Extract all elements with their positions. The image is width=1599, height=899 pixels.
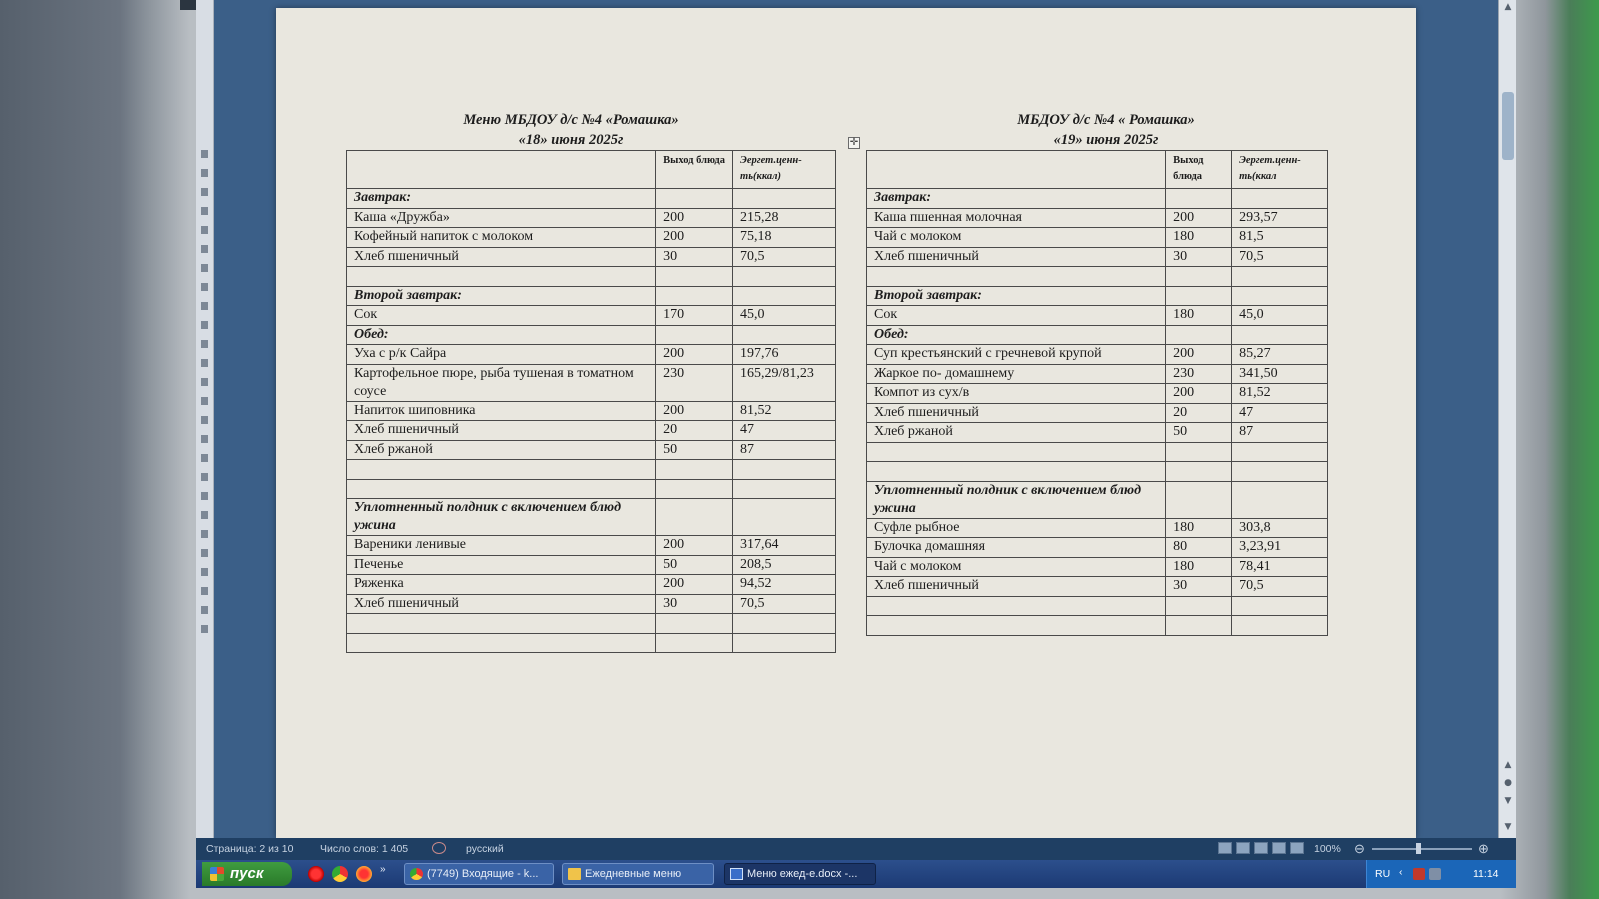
- menu-row: [347, 575, 836, 595]
- header-portion: Выход блюда: [656, 151, 733, 189]
- dish-cell[interactable]: Печенье: [347, 555, 656, 575]
- section-row: [867, 325, 1328, 345]
- right-title-line1: МБДОУ д/с №4 « Ромашка»: [1017, 112, 1195, 128]
- portion-cell[interactable]: 50: [1166, 423, 1232, 443]
- energy-cell[interactable]: 78,41: [1232, 557, 1328, 577]
- energy-cell[interactable]: [733, 479, 836, 499]
- dish-cell[interactable]: Булочка домашняя: [867, 538, 1166, 558]
- dish-cell[interactable]: Обед:: [867, 325, 1166, 345]
- dish-cell[interactable]: Хлеб ржаной: [347, 440, 656, 460]
- dish-cell[interactable]: Чай с молоком: [867, 228, 1166, 248]
- section-row: [347, 325, 836, 345]
- energy-cell[interactable]: 215,28: [733, 208, 836, 228]
- scroll-down-icon[interactable]: ▼: [1504, 822, 1512, 832]
- menu-row: [347, 208, 836, 228]
- document-area: [214, 0, 1498, 838]
- menu-row: [867, 518, 1328, 538]
- portion-cell[interactable]: 80: [1166, 538, 1232, 558]
- next-page-icon[interactable]: ▼: [1504, 796, 1512, 806]
- monitor-screen: [196, 0, 1516, 888]
- status-bar: [196, 838, 1516, 860]
- task-daily-menus-folder[interactable]: [562, 863, 714, 885]
- ruler-tick: [201, 150, 208, 158]
- task-inbox[interactable]: [404, 863, 554, 885]
- task-label: (7749) Входящие - k...: [427, 868, 539, 880]
- section-row: [347, 189, 836, 209]
- energy-cell[interactable]: 341,50: [1232, 364, 1328, 384]
- energy-cell[interactable]: [1232, 616, 1328, 636]
- dish-cell[interactable]: Уплотненный полдник с включением блюд ужина: [347, 499, 656, 536]
- dish-cell[interactable]: Хлеб пшеничный: [867, 577, 1166, 597]
- energy-cell[interactable]: [733, 189, 836, 209]
- menu-row: [867, 364, 1328, 384]
- energy-cell[interactable]: [733, 460, 836, 480]
- draft-view-icon[interactable]: [1290, 842, 1304, 854]
- taskbar: [196, 860, 1516, 888]
- menu-row: [347, 306, 836, 326]
- portion-cell[interactable]: [1166, 267, 1232, 287]
- dish-cell[interactable]: Сок: [867, 306, 1166, 326]
- portion-cell[interactable]: 30: [1166, 577, 1232, 597]
- ruler-tick: [201, 606, 208, 614]
- dish-cell[interactable]: Вареники ленивые: [347, 536, 656, 556]
- energy-cell[interactable]: 87: [733, 440, 836, 460]
- table-header-row: [867, 151, 1328, 189]
- zoom-slider-handle[interactable]: [1416, 843, 1421, 854]
- header-dish: [867, 151, 1166, 189]
- task-label: Ежедневные меню: [585, 868, 682, 880]
- zoom-in-icon[interactable]: ⊕: [1478, 841, 1489, 856]
- energy-cell[interactable]: 45,0: [1232, 306, 1328, 326]
- portion-cell[interactable]: 200: [656, 401, 733, 421]
- portion-cell[interactable]: 170: [656, 306, 733, 326]
- menu-row: [867, 247, 1328, 267]
- ruler-tick: [201, 188, 208, 196]
- energy-cell[interactable]: 165,29/81,23: [733, 364, 836, 401]
- energy-cell[interactable]: 70,5: [733, 247, 836, 267]
- menu-row: [867, 596, 1328, 616]
- energy-cell[interactable]: [1232, 286, 1328, 306]
- portion-cell[interactable]: [656, 479, 733, 499]
- start-label: пуск: [230, 865, 264, 882]
- portion-cell[interactable]: 200: [1166, 345, 1232, 365]
- energy-cell[interactable]: 208,5: [733, 555, 836, 575]
- dish-cell[interactable]: Хлеб ржаной: [867, 423, 1166, 443]
- energy-cell[interactable]: 70,5: [1232, 577, 1328, 597]
- spellcheck-icon[interactable]: [432, 842, 446, 854]
- portion-cell[interactable]: [1166, 596, 1232, 616]
- portion-cell[interactable]: [1166, 189, 1232, 209]
- menu-table-right[interactable]: [866, 150, 1328, 636]
- menu-row: [347, 536, 836, 556]
- dish-cell[interactable]: Второй завтрак:: [347, 286, 656, 306]
- table-header-row: [347, 151, 836, 189]
- portion-cell[interactable]: [656, 325, 733, 345]
- energy-cell[interactable]: [733, 325, 836, 345]
- energy-cell[interactable]: 70,5: [1232, 247, 1328, 267]
- portion-cell[interactable]: [1166, 286, 1232, 306]
- energy-cell[interactable]: [1232, 325, 1328, 345]
- portion-cell[interactable]: 230: [656, 364, 733, 401]
- energy-cell[interactable]: 45,0: [733, 306, 836, 326]
- quicklaunch-more-icon[interactable]: »: [380, 864, 386, 875]
- energy-cell[interactable]: [1232, 267, 1328, 287]
- energy-cell[interactable]: [1232, 462, 1328, 482]
- dish-cell[interactable]: Хлеб пшеничный: [867, 247, 1166, 267]
- left-title-line1: Меню МБДОУ д/с №4 «Ромашка»: [463, 112, 679, 128]
- table-move-handle-icon[interactable]: ✛: [849, 137, 859, 148]
- energy-cell[interactable]: 94,52: [733, 575, 836, 595]
- ruler-tick: [201, 226, 208, 234]
- portion-cell[interactable]: 180: [1166, 306, 1232, 326]
- opera-icon[interactable]: [356, 866, 372, 882]
- menu-row: [347, 479, 836, 499]
- left-title-line2: «18» июня 2025г: [518, 132, 624, 148]
- menu-row: [347, 247, 836, 267]
- browse-object-icon[interactable]: ●: [1504, 778, 1512, 788]
- menu-row: [347, 228, 836, 248]
- dish-cell[interactable]: [867, 616, 1166, 636]
- dish-cell[interactable]: Кофейный напиток с молоком: [347, 228, 656, 248]
- web-layout-view-icon[interactable]: [1254, 842, 1268, 854]
- menu-row: [867, 228, 1328, 248]
- dish-cell[interactable]: Ряженка: [347, 575, 656, 595]
- dish-cell[interactable]: [347, 460, 656, 480]
- energy-cell[interactable]: [733, 267, 836, 287]
- menu-row: [867, 442, 1328, 462]
- word-doc-icon: [730, 868, 743, 880]
- portion-cell[interactable]: 200: [656, 575, 733, 595]
- portion-cell[interactable]: 20: [656, 421, 733, 441]
- portion-cell[interactable]: 200: [656, 228, 733, 248]
- portion-cell[interactable]: [1166, 462, 1232, 482]
- ruler-tick: [201, 397, 208, 405]
- ruler-tick: [201, 264, 208, 272]
- portion-cell[interactable]: 30: [656, 247, 733, 267]
- header-portion: Выход блюда: [1166, 151, 1232, 189]
- dish-cell[interactable]: Суфле рыбное: [867, 518, 1166, 538]
- portion-cell[interactable]: [656, 267, 733, 287]
- portion-cell[interactable]: 230: [1166, 364, 1232, 384]
- ruler-tick: [201, 321, 208, 329]
- task-word-document[interactable]: [724, 863, 876, 885]
- section-row: [347, 499, 836, 536]
- menu-row: [347, 345, 836, 365]
- menu-row: [867, 384, 1328, 404]
- dish-cell[interactable]: [867, 267, 1166, 287]
- portion-cell[interactable]: 50: [656, 440, 733, 460]
- ruler-tick: [201, 283, 208, 291]
- zoom-level[interactable]: 100%: [1314, 843, 1341, 855]
- vertical-scrollbar[interactable]: [1498, 0, 1516, 838]
- yandex-browser-icon[interactable]: [308, 866, 324, 882]
- header-dish: [347, 151, 656, 189]
- dish-cell[interactable]: Завтрак:: [347, 189, 656, 209]
- header-energy: Эергет.ценн-ть(ккал: [1232, 151, 1328, 189]
- energy-cell[interactable]: 81,5: [1232, 228, 1328, 248]
- document-page[interactable]: [276, 8, 1416, 838]
- section-row: [347, 286, 836, 306]
- menu-row: [867, 423, 1328, 443]
- scroll-up-icon[interactable]: ▲: [1504, 2, 1512, 12]
- section-row: [867, 189, 1328, 209]
- menu-row: [867, 208, 1328, 228]
- ruler-tick: [201, 378, 208, 386]
- dish-cell[interactable]: Каша пшенная молочная: [867, 208, 1166, 228]
- portion-cell[interactable]: 180: [1166, 228, 1232, 248]
- ruler-tick: [201, 416, 208, 424]
- energy-cell[interactable]: 75,18: [733, 228, 836, 248]
- dish-cell[interactable]: [867, 462, 1166, 482]
- tray-expand-icon[interactable]: ‹: [1399, 866, 1403, 878]
- menu-row: [867, 577, 1328, 597]
- dish-cell[interactable]: [347, 633, 656, 653]
- dish-cell[interactable]: Уплотненный полдник с включением блюд ужина: [867, 481, 1166, 518]
- menu-row: [347, 633, 836, 653]
- menu-row: [867, 306, 1328, 326]
- left-menu-title: [366, 110, 776, 150]
- dish-cell[interactable]: [867, 596, 1166, 616]
- dish-cell[interactable]: Хлеб пшеничный: [347, 594, 656, 614]
- portion-cell[interactable]: [1166, 325, 1232, 345]
- menu-row: [347, 267, 836, 287]
- ruler-tick: [201, 245, 208, 253]
- page-counter[interactable]: Страница: 2 из 10: [206, 843, 294, 855]
- menu-row: [867, 267, 1328, 287]
- section-row: [867, 481, 1328, 518]
- folder-icon: [568, 868, 581, 880]
- right-menu-title: [901, 110, 1311, 150]
- portion-cell[interactable]: [656, 460, 733, 480]
- menu-row: [347, 401, 836, 421]
- outline-view-icon[interactable]: [1272, 842, 1286, 854]
- energy-cell[interactable]: [733, 286, 836, 306]
- dish-cell[interactable]: Уха с р/к Сайра: [347, 345, 656, 365]
- chrome-icon[interactable]: [332, 866, 348, 882]
- chrome-icon: [410, 868, 423, 880]
- menu-row: [347, 555, 836, 575]
- portion-cell[interactable]: 30: [656, 594, 733, 614]
- ruler-tick: [201, 492, 208, 500]
- energy-cell[interactable]: [733, 499, 836, 536]
- dish-cell[interactable]: Каша «Дружба»: [347, 208, 656, 228]
- menu-row: [867, 462, 1328, 482]
- dish-cell[interactable]: [347, 267, 656, 287]
- portion-cell[interactable]: 180: [1166, 518, 1232, 538]
- portion-cell[interactable]: [656, 614, 733, 634]
- tray-volume-icon[interactable]: [1429, 868, 1441, 880]
- dish-cell[interactable]: Хлеб пшеничный: [347, 247, 656, 267]
- portion-cell[interactable]: [1166, 616, 1232, 636]
- menu-row: [867, 557, 1328, 577]
- ruler-tick: [201, 625, 208, 633]
- portion-cell[interactable]: [1166, 481, 1232, 518]
- dish-cell[interactable]: Напиток шиповника: [347, 401, 656, 421]
- energy-cell[interactable]: 87: [1232, 423, 1328, 443]
- dish-cell[interactable]: Второй завтрак:: [867, 286, 1166, 306]
- ruler-tick: [201, 568, 208, 576]
- portion-cell[interactable]: 200: [656, 208, 733, 228]
- ruler-tick: [201, 340, 208, 348]
- dish-cell[interactable]: [347, 614, 656, 634]
- ruler-tick: [201, 511, 208, 519]
- ruler-tick: [201, 587, 208, 595]
- portion-cell[interactable]: 200: [1166, 208, 1232, 228]
- dish-cell[interactable]: Чай с молоком: [867, 557, 1166, 577]
- word-count[interactable]: Число слов: 1 405: [320, 843, 409, 855]
- portion-cell[interactable]: [656, 286, 733, 306]
- energy-cell[interactable]: 70,5: [733, 594, 836, 614]
- ruler-tick: [201, 435, 208, 443]
- clock[interactable]: 11:14: [1473, 868, 1499, 880]
- header-energy: Эергет.ценн-ть(ккал): [733, 151, 836, 189]
- portion-cell[interactable]: 50: [656, 555, 733, 575]
- energy-cell[interactable]: 197,76: [733, 345, 836, 365]
- ruler-tick: [201, 454, 208, 462]
- dish-cell[interactable]: Хлеб пшеничный: [347, 421, 656, 441]
- prev-page-icon[interactable]: ▲: [1504, 760, 1512, 770]
- vertical-ruler[interactable]: [196, 0, 214, 838]
- energy-cell[interactable]: 47: [733, 421, 836, 441]
- energy-cell[interactable]: 85,27: [1232, 345, 1328, 365]
- portion-cell[interactable]: 200: [656, 345, 733, 365]
- menu-row: [867, 345, 1328, 365]
- start-button[interactable]: [202, 862, 292, 886]
- right-title-line2: «19» июня 2025г: [1053, 132, 1159, 148]
- energy-cell[interactable]: 3,23,91: [1232, 538, 1328, 558]
- portion-cell[interactable]: [1166, 442, 1232, 462]
- energy-cell[interactable]: 81,52: [733, 401, 836, 421]
- ruler-tick: [201, 473, 208, 481]
- ruler-tick: [201, 549, 208, 557]
- dish-cell[interactable]: Суп крестьянский с гречневой крупой: [867, 345, 1166, 365]
- portion-cell[interactable]: 180: [1166, 557, 1232, 577]
- section-row: [867, 286, 1328, 306]
- menu-row: [867, 616, 1328, 636]
- menu-row: [347, 460, 836, 480]
- full-screen-view-icon[interactable]: [1236, 842, 1250, 854]
- energy-cell[interactable]: [1232, 442, 1328, 462]
- energy-cell[interactable]: 303,8: [1232, 518, 1328, 538]
- portion-cell[interactable]: [656, 499, 733, 536]
- dish-cell[interactable]: Обед:: [347, 325, 656, 345]
- system-tray: [1366, 860, 1516, 888]
- ruler-tick: [201, 359, 208, 367]
- dish-cell[interactable]: Компот из сух/в: [867, 384, 1166, 404]
- portion-cell[interactable]: 30: [1166, 247, 1232, 267]
- dish-cell[interactable]: [867, 442, 1166, 462]
- ruler-tick: [201, 207, 208, 215]
- portion-cell[interactable]: [656, 633, 733, 653]
- portion-cell[interactable]: 200: [1166, 384, 1232, 404]
- scroll-thumb[interactable]: [1502, 92, 1514, 160]
- energy-cell[interactable]: 47: [1232, 403, 1328, 423]
- task-label: Меню ежед-е.docx -...: [747, 868, 858, 880]
- portion-cell[interactable]: [656, 189, 733, 209]
- zoom-out-icon[interactable]: ⊖: [1354, 841, 1365, 856]
- ruler-tick: [201, 302, 208, 310]
- dish-cell[interactable]: Жаркое по- домашнему: [867, 364, 1166, 384]
- print-layout-view-icon[interactable]: [1218, 842, 1232, 854]
- dish-cell[interactable]: [347, 479, 656, 499]
- energy-cell[interactable]: 293,57: [1232, 208, 1328, 228]
- dish-cell[interactable]: Хлеб пшеничный: [867, 403, 1166, 423]
- dish-cell[interactable]: Картофельное пюре, рыба тушеная в томатном соусе: [347, 364, 656, 401]
- dish-cell[interactable]: Завтрак:: [867, 189, 1166, 209]
- menu-row: [347, 440, 836, 460]
- energy-cell[interactable]: [1232, 596, 1328, 616]
- energy-cell[interactable]: 317,64: [733, 536, 836, 556]
- energy-cell[interactable]: [733, 633, 836, 653]
- language-indicator[interactable]: русский: [466, 843, 504, 855]
- portion-cell[interactable]: 200: [656, 536, 733, 556]
- windows-logo-icon: [210, 867, 224, 881]
- menu-table-left[interactable]: [346, 150, 836, 653]
- menu-row: [347, 594, 836, 614]
- input-language[interactable]: RU: [1375, 868, 1391, 880]
- energy-cell[interactable]: [1232, 481, 1328, 518]
- tray-network-icon[interactable]: [1413, 868, 1425, 880]
- energy-cell[interactable]: [733, 614, 836, 634]
- menu-row: [347, 614, 836, 634]
- energy-cell[interactable]: 81,52: [1232, 384, 1328, 404]
- zoom-slider[interactable]: [1372, 848, 1472, 850]
- ruler-tick: [201, 530, 208, 538]
- menu-row: [347, 421, 836, 441]
- portion-cell[interactable]: 20: [1166, 403, 1232, 423]
- energy-cell[interactable]: [1232, 189, 1328, 209]
- menu-row: [867, 403, 1328, 423]
- menu-row: [347, 364, 836, 401]
- dish-cell[interactable]: Сок: [347, 306, 656, 326]
- menu-row: [867, 538, 1328, 558]
- ruler-tick: [201, 169, 208, 177]
